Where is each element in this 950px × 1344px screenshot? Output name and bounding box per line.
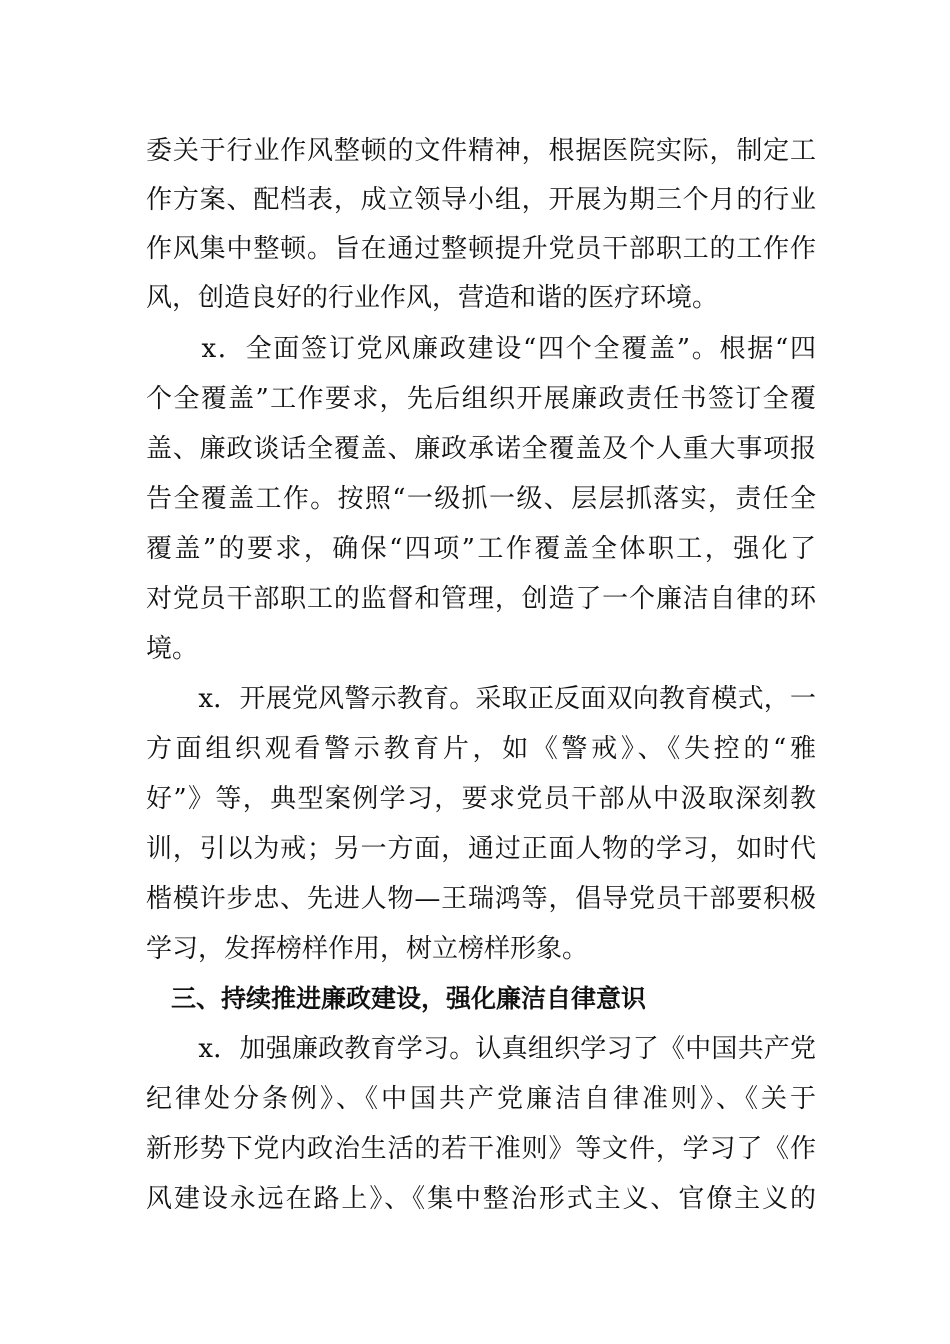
paragraph-1-line-3: 作风集中整顿。旨在通过整顿提升党员干部职工的工作作: [146, 234, 816, 264]
paragraph-4-line-4: 风建设永远在路上》、《集中整治形式主义、官僚主义的: [146, 1184, 816, 1214]
paragraph-3-line-2: 方面组织观看警示教育片，如《警戒》、《失控的“雅: [146, 734, 816, 764]
paragraph-2-line-3: 盖、廉政谈话全覆盖、廉政承诺全覆盖及个人重大事项报: [146, 434, 816, 464]
paragraph-2-line-6: 对党员干部职工的监督和管理，创造了一个廉洁自律的环: [146, 584, 816, 614]
paragraph-2-line-2: 个全覆盖”工作要求，先后组织开展廉政责任书签订全覆: [146, 384, 816, 414]
paragraph-3-line-3: 好”》等，典型案例学习，要求党员干部从中汲取深刻教: [146, 784, 816, 814]
paragraph-4-line-2: 纪律处分条例》、《中国共产党廉洁自律准则》、《关于: [146, 1084, 816, 1114]
paragraph-3-line-4: 训，引以为戒；另一方面，通过正面人物的学习，如时代: [146, 834, 816, 864]
paragraph-3-line-5: 楷模许步忠、先进人物—王瑞鸿等，倡导党员干部要积极: [146, 884, 816, 914]
paragraph-2-line-1: x．全面签订党风廉政建设“四个全覆盖”。根据“四: [146, 334, 816, 364]
paragraph-1-line-4: 风，创造良好的行业作风，营造和谐的医疗环境。: [146, 283, 719, 313]
paragraph-3-line-6: 学习，发挥榜样作用，树立榜样形象。: [146, 934, 589, 964]
section-heading: 三、持续推进廉政建设，强化廉洁自律意识: [146, 984, 647, 1013]
paragraph-1-line-2: 作方案、配档表，成立领导小组，开展为期三个月的行业: [146, 185, 816, 215]
paragraph-4-line-3: 新形势下党内政治生活的若干准则》等文件，学习了《作: [146, 1134, 816, 1164]
paragraph-2-line-5: 覆盖”的要求，确保“四项”工作覆盖全体职工，强化了: [146, 534, 816, 564]
paragraph-2-line-7: 境。: [146, 634, 199, 664]
paragraph-1-line-1: 委关于行业作风整顿的文件精神，根据医院实际，制定工: [146, 136, 816, 166]
paragraph-2-line-4: 告全覆盖工作。按照“一级抓一级、层层抓落实，责任全: [146, 484, 816, 514]
paragraph-3-line-1: x．开展党风警示教育。采取正反面双向教育模式，一: [146, 684, 816, 714]
paragraph-4-line-1: x．加强廉政教育学习。认真组织学习了《中国共产党: [146, 1034, 816, 1064]
